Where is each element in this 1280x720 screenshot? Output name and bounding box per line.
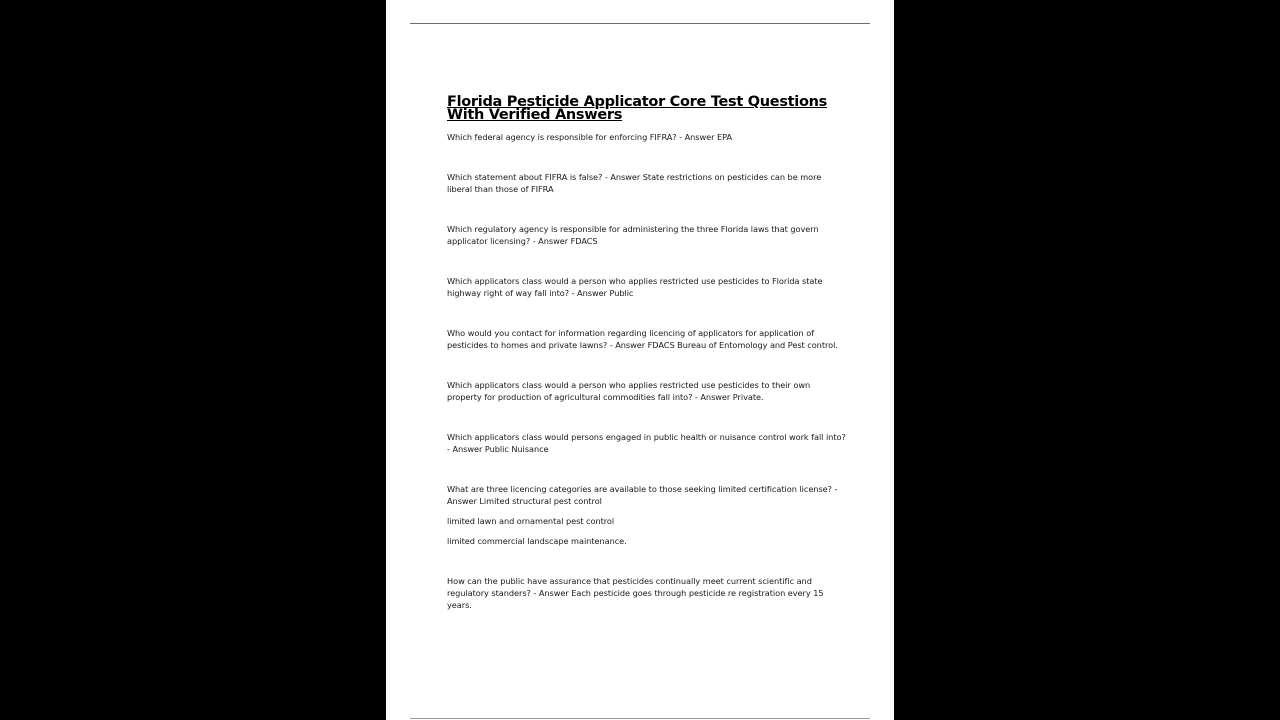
qa-text: Which statement about FIFRA is false? - Answer State restrictions on pesticides can be more liberal than those of FIFRA xyxy=(447,172,822,194)
qa-text: Which applicators class would a person who applies restricted use pesticides to Florida state highway right of way fall into? - Answer Public xyxy=(447,276,823,298)
document-page xyxy=(386,0,894,720)
qa-item-3 xyxy=(447,223,847,247)
page-content xyxy=(447,96,847,639)
footer-rule xyxy=(410,718,870,719)
qa-text: Which regulatory agency is responsible for administering the three Florida laws that govern applicator licensing? - Answer FDACS xyxy=(447,224,819,246)
qa-item-7 xyxy=(447,431,847,455)
qa-text: Which applicators class would a person who applies restricted use pesticides to their own property for production of agricultural commodities fall into? - Answer Private. xyxy=(447,380,811,402)
qa-item-1 xyxy=(447,131,847,143)
qa-item-5 xyxy=(447,327,847,351)
header-rule xyxy=(410,23,870,24)
qa-text: What are three licencing categories are available to those seeking limited certification license? - Answer Limited structural pest control xyxy=(447,484,838,506)
qa-extra-line: limited commercial landscape maintenance. xyxy=(447,536,627,546)
qa-text: Which applicators class would persons engaged in public health or nuisance control work fall into? - Answer Public Nuisance xyxy=(447,432,846,454)
qa-item-6 xyxy=(447,379,847,403)
qa-item-9 xyxy=(447,575,847,611)
qa-text: How can the public have assurance that pesticides continually meet current scientific and regulatory standers? - Answer Each pesticide goes through pesticide re registration every 15 years. xyxy=(447,576,824,610)
qa-item-2 xyxy=(447,171,847,195)
qa-extra-line: limited lawn and ornamental pest control xyxy=(447,516,615,526)
document-title: Florida Pesticide Applicator Core Test Questions With Verified Answers xyxy=(447,94,827,123)
qa-item-8 xyxy=(447,483,847,547)
qa-text: Who would you contact for information regarding licencing of applicators for application of pesticides to homes and private lawns? - Answer FDACS Bureau of Entomology and Pest control. xyxy=(447,328,838,350)
qa-text: Which federal agency is responsible for enforcing FIFRA? - Answer EPA xyxy=(447,132,733,142)
qa-item-4 xyxy=(447,275,847,299)
